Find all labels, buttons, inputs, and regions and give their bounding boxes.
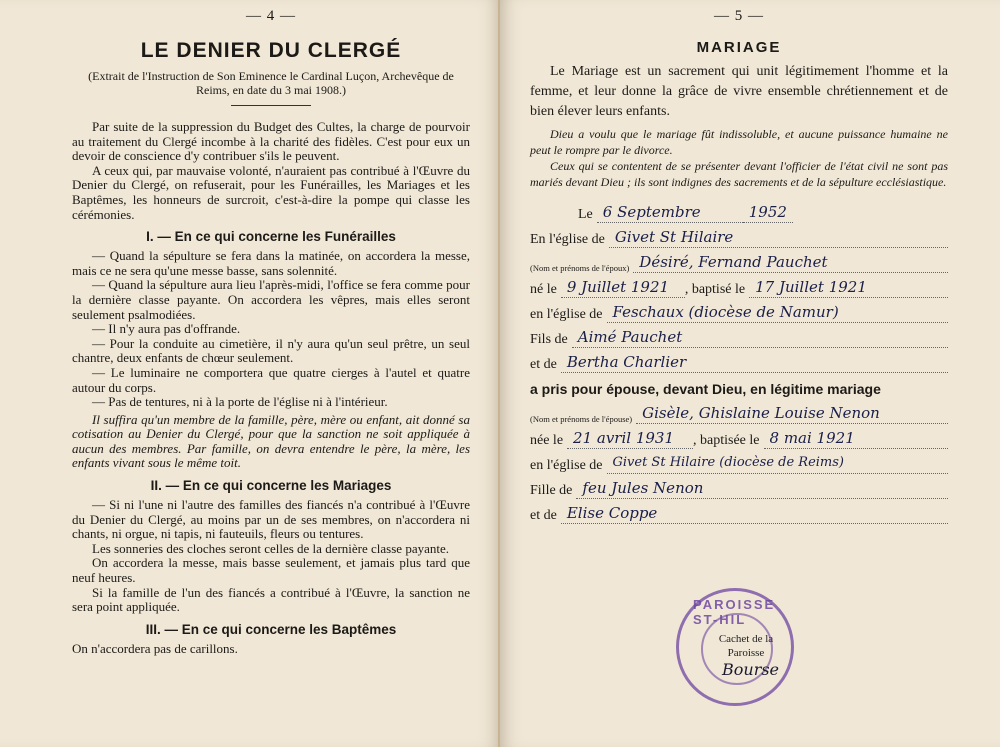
seal-label: Cachet de la Paroisse (718, 633, 774, 659)
wife-and-label: et de (530, 508, 557, 523)
wife-baptized-field[interactable]: 8 mai 1921 (764, 428, 948, 449)
and-label: et de (530, 357, 557, 372)
wife-father-field[interactable]: feu Jules Nenon (576, 478, 948, 499)
list-item: Les sonneries des cloches seront celles de la dernière classe payante. (92, 540, 449, 556)
born-church-field[interactable]: Feschaux (diocèse de Namur) (607, 302, 949, 323)
page-number: — 5 — (714, 8, 764, 24)
divider (231, 105, 311, 106)
husband-field[interactable]: Désiré, Fernand Pauchet (633, 252, 948, 273)
italic-paragraph: Ceux qui se contentent de se présenter devant l'officier de l'état civil ne sont pas mariés devant Dieu ; ils sont indignes des sacrements et de la sépulture ecclésiastique. (530, 159, 948, 189)
list-item: On accordera la messe, mais basse seulement, et jamais plus tard que neuf heures. (72, 555, 470, 586)
church-field[interactable]: Givet St Hilaire (609, 227, 948, 248)
page-title: MARIAGE (696, 39, 782, 56)
section-heading: II. — En ce qui concerne les Mariages (150, 478, 392, 494)
wife-row (530, 399, 948, 424)
list-item: On n'accordera pas de carillons. (72, 640, 238, 656)
father-row (530, 323, 948, 348)
wife-label: (Nom et prénoms de l'épouse) (530, 414, 633, 424)
husband-label: (Nom et prénoms de l'époux) (530, 263, 630, 273)
wife-born-field[interactable]: 21 avril 1931 (567, 428, 693, 449)
wife-mother-row (530, 499, 948, 524)
baptized-field[interactable]: 17 Juillet 1921 (749, 277, 948, 298)
list-item: — Pour la conduite au cimetière, il n'y aura qu'un seul prêtre, un seul chantre, deux enfants de chœur seulement. (72, 335, 470, 366)
page-title: LE DENIER DU CLERGÉ (140, 39, 402, 62)
subtitle: (Extrait de l'Instruction de Son Eminence le Cardinal Luçon, Archevêque de Reims, en date du 3 mai 1908.) (88, 69, 454, 97)
wife-field[interactable]: Gisèle, Ghislaine Louise Nenon (636, 403, 948, 424)
wife-church-field[interactable]: Givet St Hilaire (diocèse de Reims) (607, 453, 949, 474)
stamp-text: PAROISSE ST-HIL (693, 597, 776, 627)
daughter-label: Fille de (530, 483, 573, 498)
list-item: — Pas de tentures, ni à la porte de l'église ni à l'intérieur. (92, 394, 388, 410)
marriage-statement: a pris pour épouse, devant Dieu, en légitime mariage (530, 381, 881, 397)
wife-baptized-label: , baptisée le (693, 433, 760, 448)
birth-row (530, 273, 948, 298)
italic-paragraph: Dieu a voulu que le mariage fût indissoluble, et aucune puissance humaine ne peut le rompre par le divorce. (530, 127, 948, 157)
husband-row (530, 248, 948, 273)
church-label: En l'église de (530, 232, 605, 247)
wife-birth-row (530, 424, 948, 449)
son-label: Fils de (530, 332, 568, 347)
section-heading: I. — En ce qui concerne les Funérailles (146, 229, 396, 245)
date-row (530, 198, 948, 223)
section-note: Il suffira qu'un membre de la famille, père, mère ou enfant, ait donné sa cotisation au Denier du Clergé, pour que la sanction ne soit appliquée à aucun des membres. Par famille, on devra entendre le père, la mère, les enfants vivant sous le même toit. (72, 411, 470, 471)
wife-church-row (530, 449, 948, 474)
priest-signature: Bourse (722, 660, 780, 679)
date-field[interactable]: 6 Septembre (597, 202, 743, 223)
wife-mother-field[interactable]: Elise Coppe (561, 503, 948, 524)
baptized-label: , baptisé le (684, 282, 746, 297)
list-item: — Il n'y aura pas d'offrande. (92, 321, 241, 337)
born-church-row (530, 298, 948, 323)
intro-paragraph: A ceux qui, par mauvaise volonté, n'auraient pas contribué à l'Œuvre du Denier du Clergé, on refuserait, pour les Funérailles, les Mariages et les Baptêmes, les honneurs de surcroit, c'est-à-dire la pompe qui classe les cérémonies. (72, 162, 470, 222)
wife-father-row (530, 474, 948, 499)
list-item: Si la famille de l'un des fiancés a contribué à l'Œuvre, la sanction ne sera point appliquée. (72, 584, 470, 615)
list-item: — Le luminaire ne comportera que quatre cierges à l'autel et quatre autour du corps. (72, 364, 470, 395)
list-item: — Quand la sépulture se fera dans la matinée, on accordera la messe, mais ce ne sera qu'une messe basse, sans solennité. (72, 248, 470, 278)
born-field[interactable]: 9 Juillet 1921 (561, 277, 685, 298)
year-field[interactable]: 1952 (743, 202, 793, 223)
mother-field[interactable]: Bertha Charlier (561, 352, 948, 373)
church-row (530, 223, 948, 248)
list-item: — Quand la sépulture aura lieu l'après-midi, l'office se fera comme pour la dernière classe payante. On accordera les vêpres, mais elles seront seulement psalmodiées. (72, 277, 470, 322)
section-heading: III. — En ce qui concerne les Baptêmes (145, 621, 397, 637)
intro-paragraph: Le Mariage est un sacrement qui unit légitimement l'homme et la femme, et leur donne la grâce de vivre ensemble chrétiennement et de bien élever leurs enfants. (530, 64, 948, 119)
intro-paragraph: Par suite de la suppression du Budget des Cultes, la charge de pourvoir au traitement du Clergé incombe à la charité des fidèles. C'est pour eux un devoir de conscience d'y contribuer s'ils le peuvent. (72, 119, 470, 164)
wife-church-label: en l'église de (530, 458, 603, 473)
date-label: Le (578, 207, 593, 222)
father-field[interactable]: Aimé Pauchet (572, 327, 948, 348)
born-church-label: en l'église de (530, 307, 603, 322)
born-label: né le (530, 282, 557, 297)
mother-row (530, 348, 948, 373)
page-number: — 4 — (246, 8, 296, 24)
wife-born-label: née le (530, 433, 564, 448)
list-item: — Si ni l'une ni l'autre des familles des fiancés n'a contribué à l'Œuvre du Denier du Clergé, au moins par un de ses membres, on n'accordera ni chants, ni orgue, ni tapis, ni fauteuils, fleurs ou tentures. (72, 497, 470, 542)
